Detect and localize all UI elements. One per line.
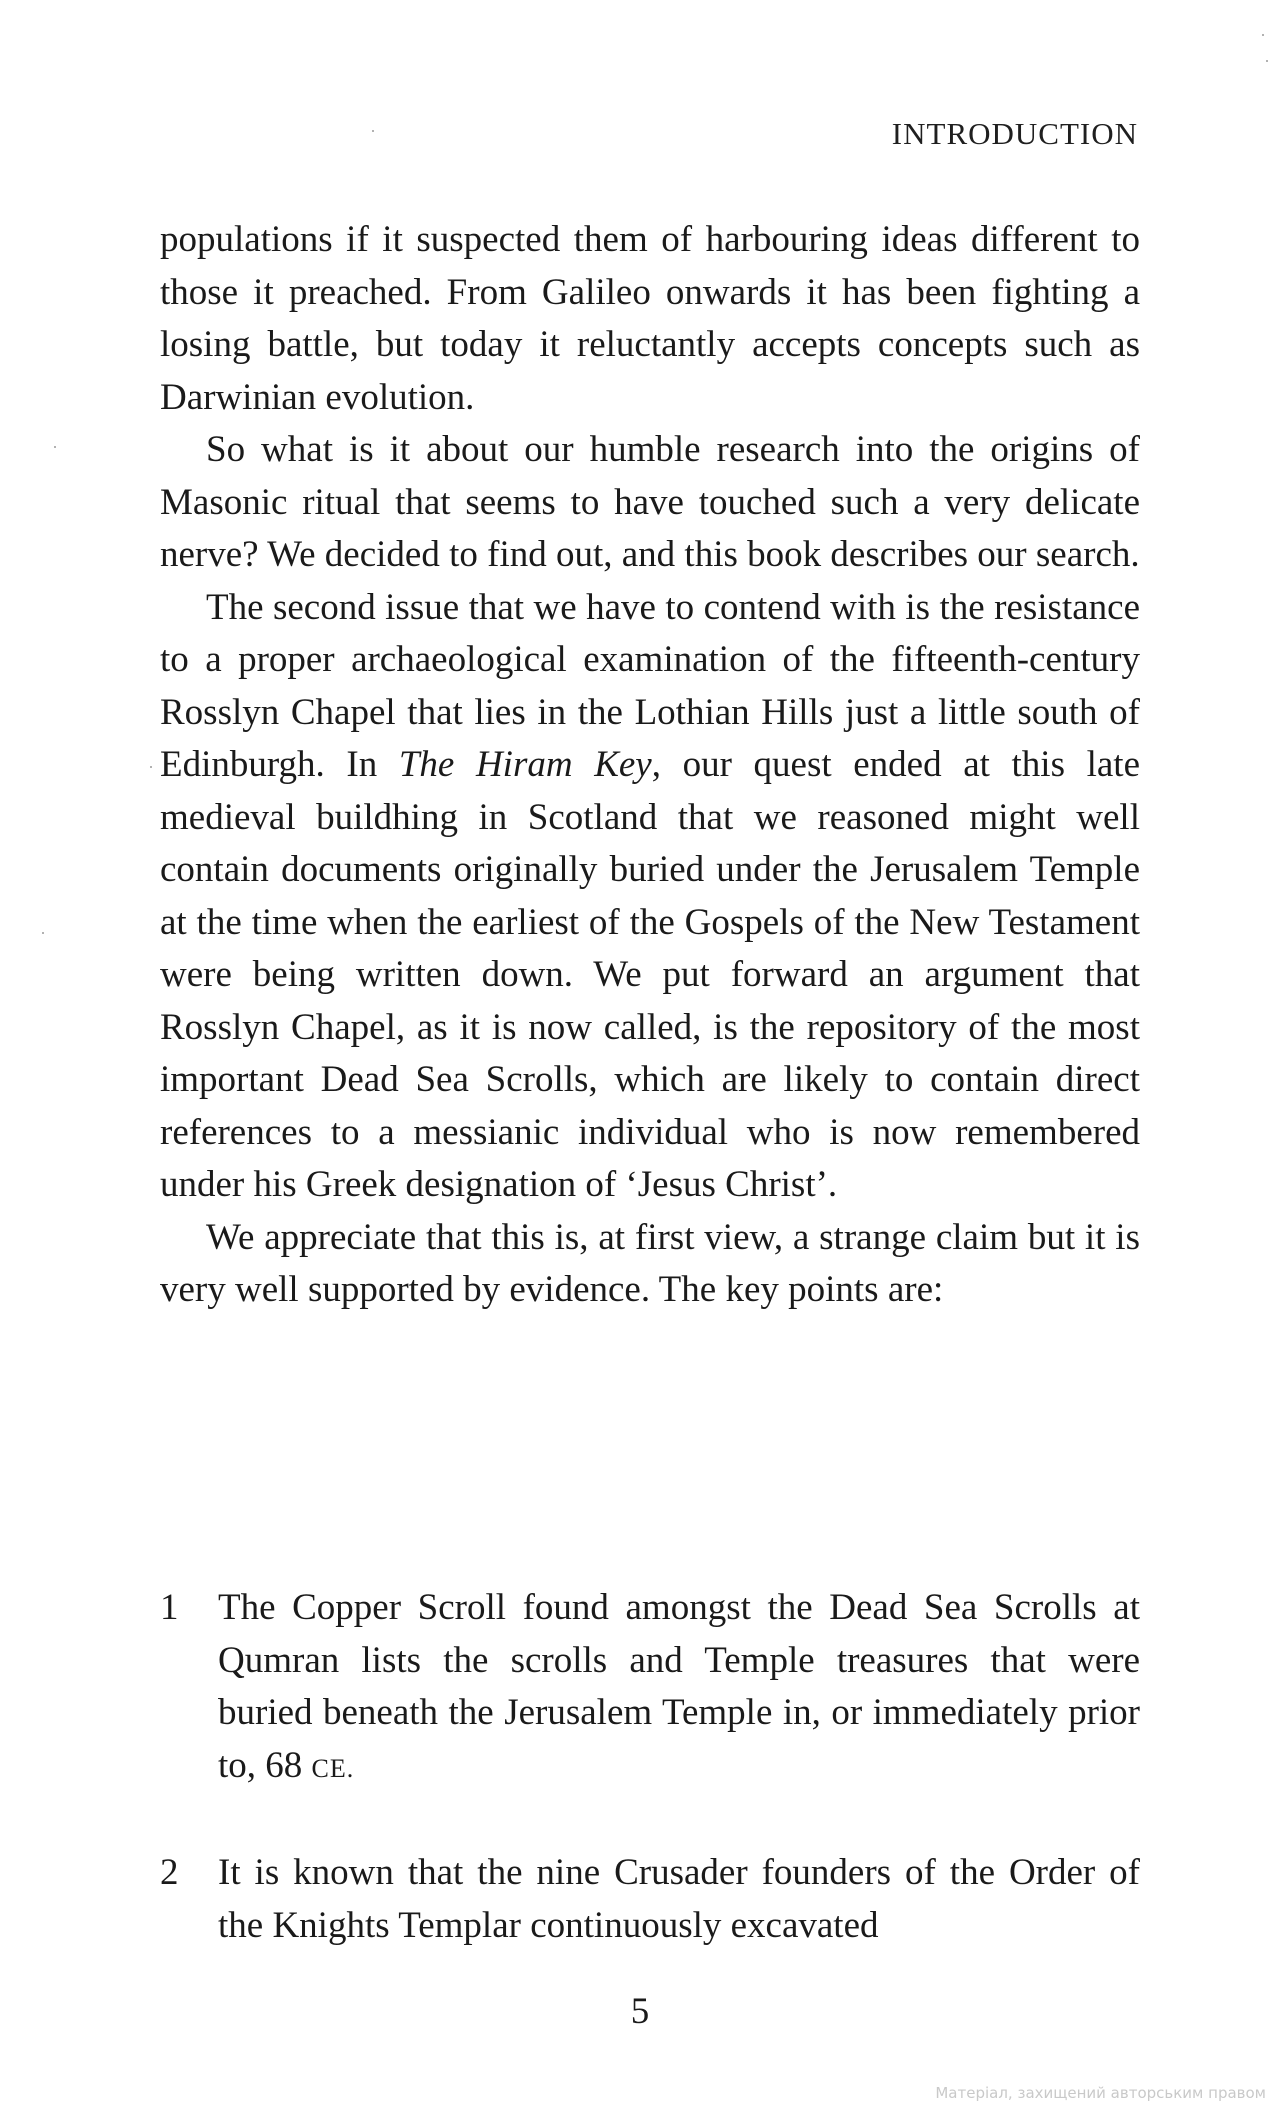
paragraph-3 xyxy=(160,582,1140,1212)
scan-speck xyxy=(372,130,374,132)
era-abbreviation: CE. xyxy=(311,1753,355,1783)
key-points-list xyxy=(160,1582,1140,1952)
list-item xyxy=(160,1847,1140,1952)
paragraph-3-lead: The second issue that we have to contend with is the resistance to a proper archaeological examination of the fifteenth-century Rosslyn Chapel that lies in the Lothian Hills just a little south of Edinburgh. In xyxy=(160,586,1140,785)
list-item-number: 1 xyxy=(160,1587,179,1628)
scan-speck xyxy=(54,446,56,448)
book-title: The Hiram Key xyxy=(398,744,652,785)
page-number: 5 xyxy=(630,1991,650,2032)
list-item-number: 2 xyxy=(160,1852,179,1893)
copyright-watermark: Матеріал, захищений авторським правом xyxy=(935,2084,1266,2102)
paragraph-4: We appreciate that this is, at first view, a strange claim but it is very well supported by evidence. The key points are: xyxy=(160,1216,1140,1310)
scan-speck xyxy=(42,932,44,934)
list-item-text: The Copper Scroll found amongst the Dead Sea Scrolls at Qumran lists the scrolls and Temple treasures that were buried beneath the Jerusalem Temple in, or immediately prior to, 68 xyxy=(218,1587,1140,1786)
paragraph-1: populations if it suspected them of harbouring ideas different to those it preached. From Galileo onwards it has been fighting a losing battle, but today it reluctantly accepts concepts such as Darwinian evolution. xyxy=(160,219,1140,418)
paragraph-3-rest: , our quest ended at this late medieval buildhing in Scotland that we reasoned might well contain documents originally buried under the Jerusalem Temple at the time when the earliest of the Gospels of the New Testament were being written down. We put forward an argument that Rosslyn Chapel, as it is now called, is the repository of the most important Dead Sea Scrolls, which are likely to contain direct references to a messianic individual who is now remembered under his Greek designation of ‘Jesus Christ’. xyxy=(160,744,1140,1205)
paragraph-2: So what is it about our humble research into the origins of Masonic ritual that seems to have touched such a very delicate nerve? We decided to find out, and this book describes our search. xyxy=(160,429,1140,575)
scan-speck xyxy=(150,766,152,768)
scan-speck xyxy=(1266,60,1268,62)
scan-speck xyxy=(1262,34,1264,36)
list-item xyxy=(160,1582,1140,1795)
list-item-text: It is known that the nine Crusader founders of the Order of the Knights Templar continuously excavated xyxy=(218,1852,1140,1946)
running-head: INTRODUCTION xyxy=(891,116,1138,151)
body-text xyxy=(160,214,1140,1317)
